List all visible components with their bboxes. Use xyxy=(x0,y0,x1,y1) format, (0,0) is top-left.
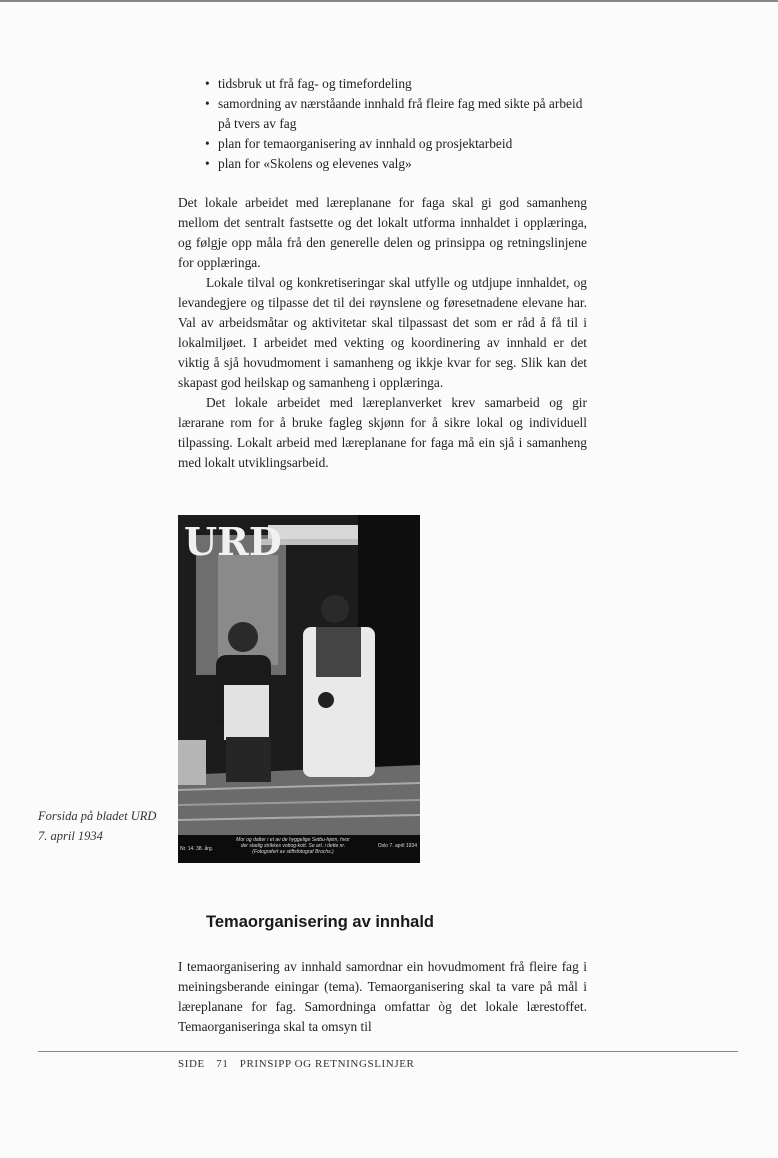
top-rule xyxy=(0,0,778,2)
list-item: • samordning av nærståande innhald frå fleire fag med sikte på arbeid på tvers av fag xyxy=(205,94,595,134)
paragraph: Det lokale arbeidet med læreplanane for faga skal gi god samanheng mellom det sentralt fastsette og det lokalt utforma innhaldet i opplæringa, og følgje opp måla frå den generelle delen og prinsippa og retningslinjene for opplæringa. xyxy=(178,195,587,270)
footer-side-label: SIDE xyxy=(178,1058,205,1070)
body-text xyxy=(178,193,587,473)
cover-photo-illustration xyxy=(178,515,420,863)
list-item: • tidsbruk ut frå fag- og timefordeling xyxy=(205,74,595,94)
image-caption xyxy=(38,806,168,846)
cover-blurb: Mor og datter i et av de hyggelige Setbu-hjem, hvor der stadig strikkes vottog-kott. Se art. i dette nr. (Fotografert av stiftsfotograf Brochs.) xyxy=(236,837,350,855)
cover-footer xyxy=(178,835,420,863)
list-item: • plan for temaorganisering av innhald og prosjektarbeid xyxy=(205,134,595,154)
paragraph: Det lokale arbeidet med læreplanverket krev samarbeid og gir lærarane rom for å bruke fagleg skjønn for å sikre lokal og individuell tilpassing. Lokalt arbeid med læreplanane for faga må ein sjå i samanheng med lokalt utviklingsarbeid. xyxy=(178,395,587,470)
page-footer xyxy=(178,1058,423,1070)
section-heading: Temaorganisering av innhald xyxy=(206,913,434,931)
page-number: 71 xyxy=(216,1058,229,1070)
bullet-list xyxy=(205,74,595,174)
magazine-cover-photo xyxy=(178,515,420,863)
cover-date: Oslo 7. april 1934 xyxy=(377,843,417,849)
section-text xyxy=(178,957,587,1037)
caption-line: Forsida på bladet URD xyxy=(38,809,157,823)
paragraph: I temaorganisering av innhald samordnar ein hovudmoment frå fleire fag i meiningsberande einingar (tema). Temaorganisering skal ta vare på mål i læreplanane for fag. Samordninga omfattar òg det lokale lærestoffet. Temaorganiseringa skal ta omsyn til xyxy=(178,959,587,1034)
paragraph: Lokale tilval og konkretiseringar skal utfylle og utdjupe innhaldet, og levandegjere og tilpasse det til dei røynslene og føresetnadene elevane har. Val av arbeidsmåtar og aktivitetar skal tilpassast det som er råd å få til i lokalmiljøet. I arbeidet med vekting og koordinering av innhald er det viktig å sjå hovudmoment i samanheng og ikkje kvar for seg. Slik kan det skapast god heilskap og samanheng i opplæringa. xyxy=(178,275,587,390)
running-title: PRINSIPP OG RETNINGSLINJER xyxy=(239,1058,415,1070)
footer-rule xyxy=(38,1051,738,1052)
cover-masthead: URD xyxy=(184,519,282,564)
caption-line: 7. april 1934 xyxy=(38,829,103,843)
cover-issue-number: Nr. 14. 38. årg. xyxy=(180,846,214,852)
list-item: • plan for «Skolens og elevenes valg» xyxy=(205,154,595,174)
